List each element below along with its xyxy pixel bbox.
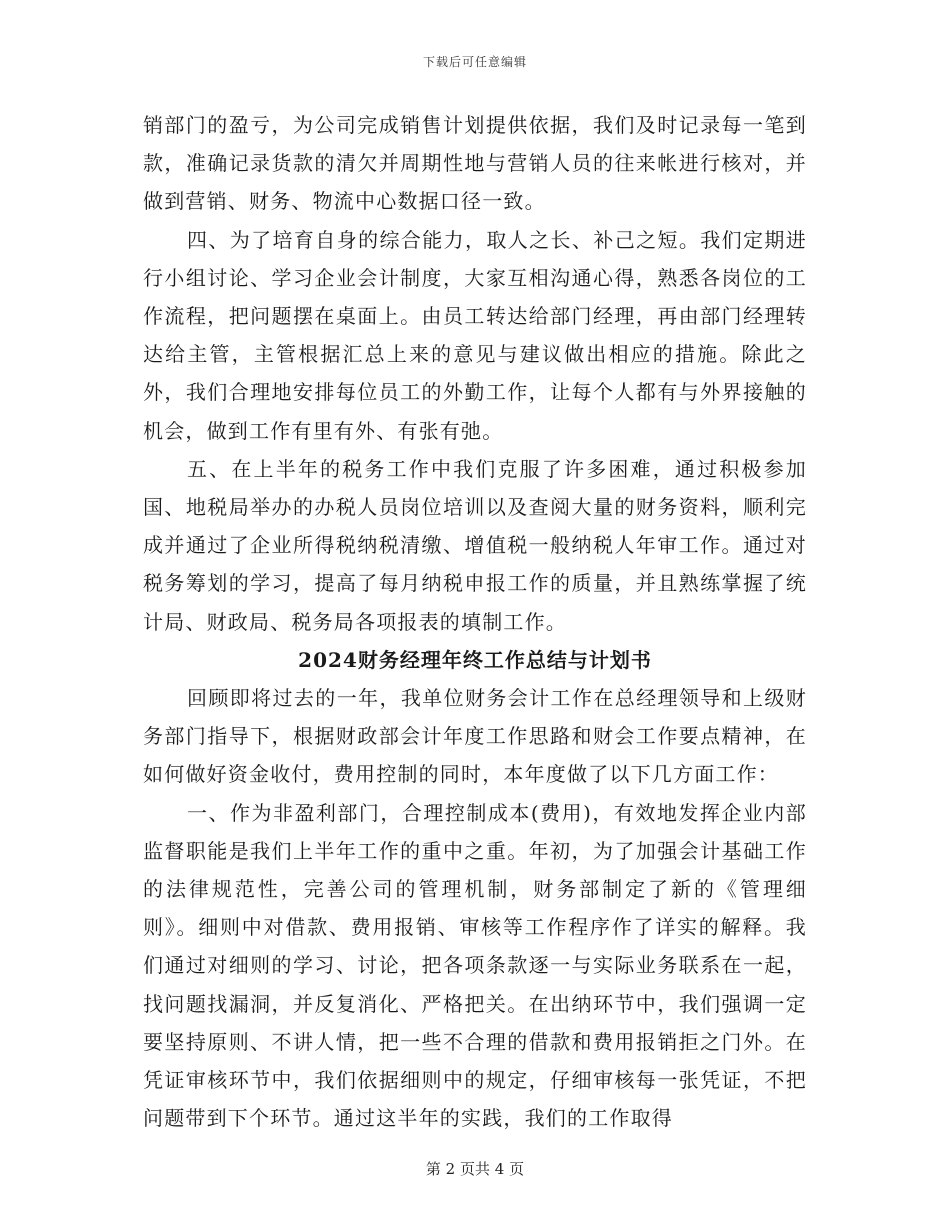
- page-number: 第 2 页共 4 页: [425, 1160, 525, 1178]
- paragraph-item-five: 五、在上半年的税务工作中我们克服了许多困难，通过积极参加国、地税局举办的办税人员岗位培训以及查阅大量的财务资料，顺利完成并通过了企业所得税纳税清缴、增值税一般纳税人年审工作。通过对税务筹划的学习，提高了每月纳税申报工作的质量，并且熟练掌握了统计局、财政局、税务局各项报表的填制工作。: [143, 456, 807, 634]
- section-title: 2024财务经理年终工作总结与计划书: [298, 647, 652, 672]
- paragraph-item-four: 四、为了培育自身的综合能力，取人之长、补己之短。我们定期进行小组讨论、学习企业会计制度，大家互相沟通心得，熟悉各岗位的工作流程，把问题摆在桌面上。由员工转达给部门经理，再由部门经理转达给主管，主管根据汇总上来的意见与建议做出相应的措施。除此之外，我们合理地安排每位员工的外勤工作，让每个人都有与外界接触的机会，做到工作有里有外、有张有弛。: [143, 227, 807, 443]
- page-header-note: 下载后可任意编辑: [422, 55, 527, 69]
- paragraph-review-intro: 回顾即将过去的一年，我单位财务会计工作在总经理领导和上级财务部门指导下，根据财政部会计年度工作思路和财会工作要点精神，在如何做好资金收付，费用控制的同时，本年度做了以下几方面工作：: [143, 686, 807, 787]
- paragraph-continuation: 销部门的盈亏，为公司完成销售计划提供依据，我们及时记录每一笔到款，准确记录货款的清欠并周期性地与营销人员的往来帐进行核对，并做到营销、财务、物流中心数据口径一致。: [143, 113, 807, 214]
- paragraph-item-one: 一、作为非盈利部门，合理控制成本(费用)，有效地发挥企业内部监督职能是我们上半年工作的重中之重。年初，为了加强会计基础工作的法律规范性，完善公司的管理机制，财务部制定了新的《管理细则》。细则中对借款、费用报销、审核等工作程序作了详实的解释。我们通过对细则的学习、讨论，把各项条款逐一与实际业务联系在一起，找问题找漏洞，并反复消化、严格把关。在出纳环节中，我们强调一定要坚持原则、不讲人情，把一些不合理的借款和费用报销拒之门外。在凭证审核环节中，我们依据细则中的规定，仔细审核每一张凭证，不把问题带到下个环节。通过这半年的实践，我们的工作取得: [143, 800, 807, 1131]
- document-body: [143, 106, 807, 1137]
